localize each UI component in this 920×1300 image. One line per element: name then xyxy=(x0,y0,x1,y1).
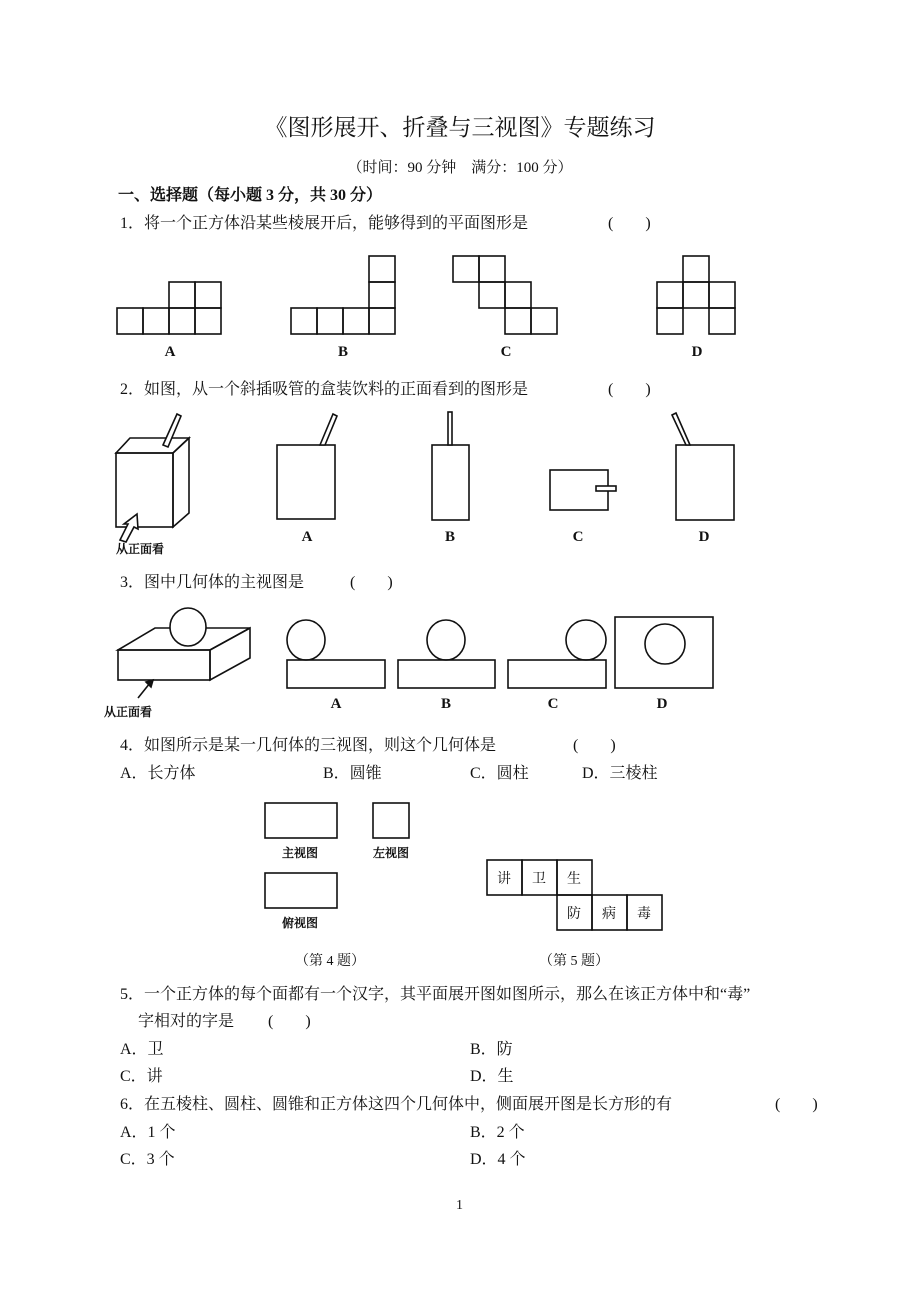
q6-option-c: C．3 个 xyxy=(120,1151,175,1168)
q5-cell: 生 xyxy=(567,872,581,887)
q1-net-a xyxy=(117,282,221,334)
page-title: 《图形展开、折叠与三视图》专题练习 xyxy=(264,115,656,140)
q3-label-d: D xyxy=(656,696,668,712)
q1-label-d: D xyxy=(691,344,703,360)
q2-answer-paren: ( ) xyxy=(608,381,651,398)
q5-cell: 病 xyxy=(602,907,616,922)
q1-label-c: C xyxy=(500,344,512,360)
section-heading: 一、选择题（每小题 3 分，共 30 分） xyxy=(118,187,383,204)
q5-answer-paren: ( ) xyxy=(268,1013,311,1030)
q3-view-label: 从正面看 xyxy=(104,705,153,719)
q2-option-a-figure xyxy=(277,414,337,519)
q5-option-d: D．生 xyxy=(470,1068,514,1085)
q1-label-b: B xyxy=(337,344,349,360)
q3-answer-paren: ( ) xyxy=(350,574,393,591)
q4-top-view-label: 俯视图 xyxy=(281,916,319,930)
q4-front-view-label: 主视图 xyxy=(281,846,319,860)
q1-net-c xyxy=(453,256,557,334)
q4-answer-paren: ( ) xyxy=(573,737,616,754)
q5-option-a: A．卫 xyxy=(120,1041,164,1058)
q4-left-view xyxy=(373,803,409,838)
q3-option-a-figure xyxy=(287,620,385,688)
q4-option-a: A．长方体 xyxy=(120,765,196,782)
q4-text: 4．如图所示是某一几何体的三视图，则这个几何体是 xyxy=(120,737,497,754)
q4-option-d: D．三棱柱 xyxy=(582,765,658,782)
q6-answer-paren: ( ) xyxy=(775,1096,818,1113)
q5-caption: （第 5 题） xyxy=(539,954,609,969)
q4-option-c: C．圆柱 xyxy=(470,765,529,782)
q3-label-c: C xyxy=(547,696,559,712)
q4-top-view xyxy=(265,873,337,908)
q6-text: 6．在五棱柱、圆柱、圆锥和正方体这四个几何体中，侧面展开图是长方形的有 xyxy=(120,1096,673,1113)
q4-caption: （第 4 题） xyxy=(295,954,365,969)
q5-cell: 毒 xyxy=(637,907,651,922)
q5-cell: 讲 xyxy=(497,872,511,887)
q2-view-label: 从正面看 xyxy=(116,542,165,556)
page-number: 1 xyxy=(456,1198,463,1213)
q4-left-view-label: 左视图 xyxy=(372,846,410,860)
q2-label-c: C xyxy=(572,529,584,545)
q3-option-b-figure xyxy=(398,620,495,688)
q5-option-c: C．讲 xyxy=(120,1068,163,1085)
q5-cell: 防 xyxy=(567,907,581,922)
q3-option-c-figure xyxy=(508,620,606,688)
q5-option-b: B．防 xyxy=(470,1041,513,1058)
q5-text: 5．一个正方体的每个面都有一个汉字，其平面展开图如图所示，那么在该正方体中和“毒” xyxy=(120,986,751,1003)
q6-option-a: A．1 个 xyxy=(120,1124,176,1141)
q6-option-d: D．4 个 xyxy=(470,1151,526,1168)
q2-drink-box xyxy=(116,414,189,542)
q1-net-d xyxy=(657,256,735,334)
q2-label-b: B xyxy=(444,529,456,545)
subtitle: （时间：90 分钟 满分：100 分） xyxy=(347,160,573,176)
q2-option-b-figure xyxy=(432,412,469,520)
q6-option-b: B．2 个 xyxy=(470,1124,525,1141)
q2-option-d-figure xyxy=(672,413,734,520)
q1-text: 1．将一个正方体沿某些棱展开后，能够得到的平面图形是 xyxy=(120,215,529,232)
q2-label-d: D xyxy=(698,529,710,545)
q3-text: 3．图中几何体的主视图是 xyxy=(120,574,305,591)
q4-front-view xyxy=(265,803,337,838)
q5-text-cont: 字相对的字是 xyxy=(138,1013,235,1030)
q1-label-a: A xyxy=(164,344,176,360)
q2-option-c-figure xyxy=(550,470,616,510)
q1-net-b xyxy=(291,256,395,334)
q2-text: 2．如图，从一个斜插吸管的盒装饮料的正面看到的图形是 xyxy=(120,381,529,398)
q4-option-b: B．圆锥 xyxy=(323,765,382,782)
q3-solid xyxy=(118,608,250,698)
q2-label-a: A xyxy=(301,529,313,545)
q3-label-a: A xyxy=(330,696,342,712)
q3-label-b: B xyxy=(440,696,452,712)
q5-cell: 卫 xyxy=(532,872,546,887)
q3-option-d-figure xyxy=(615,617,713,688)
q1-answer-paren: ( ) xyxy=(608,215,651,232)
